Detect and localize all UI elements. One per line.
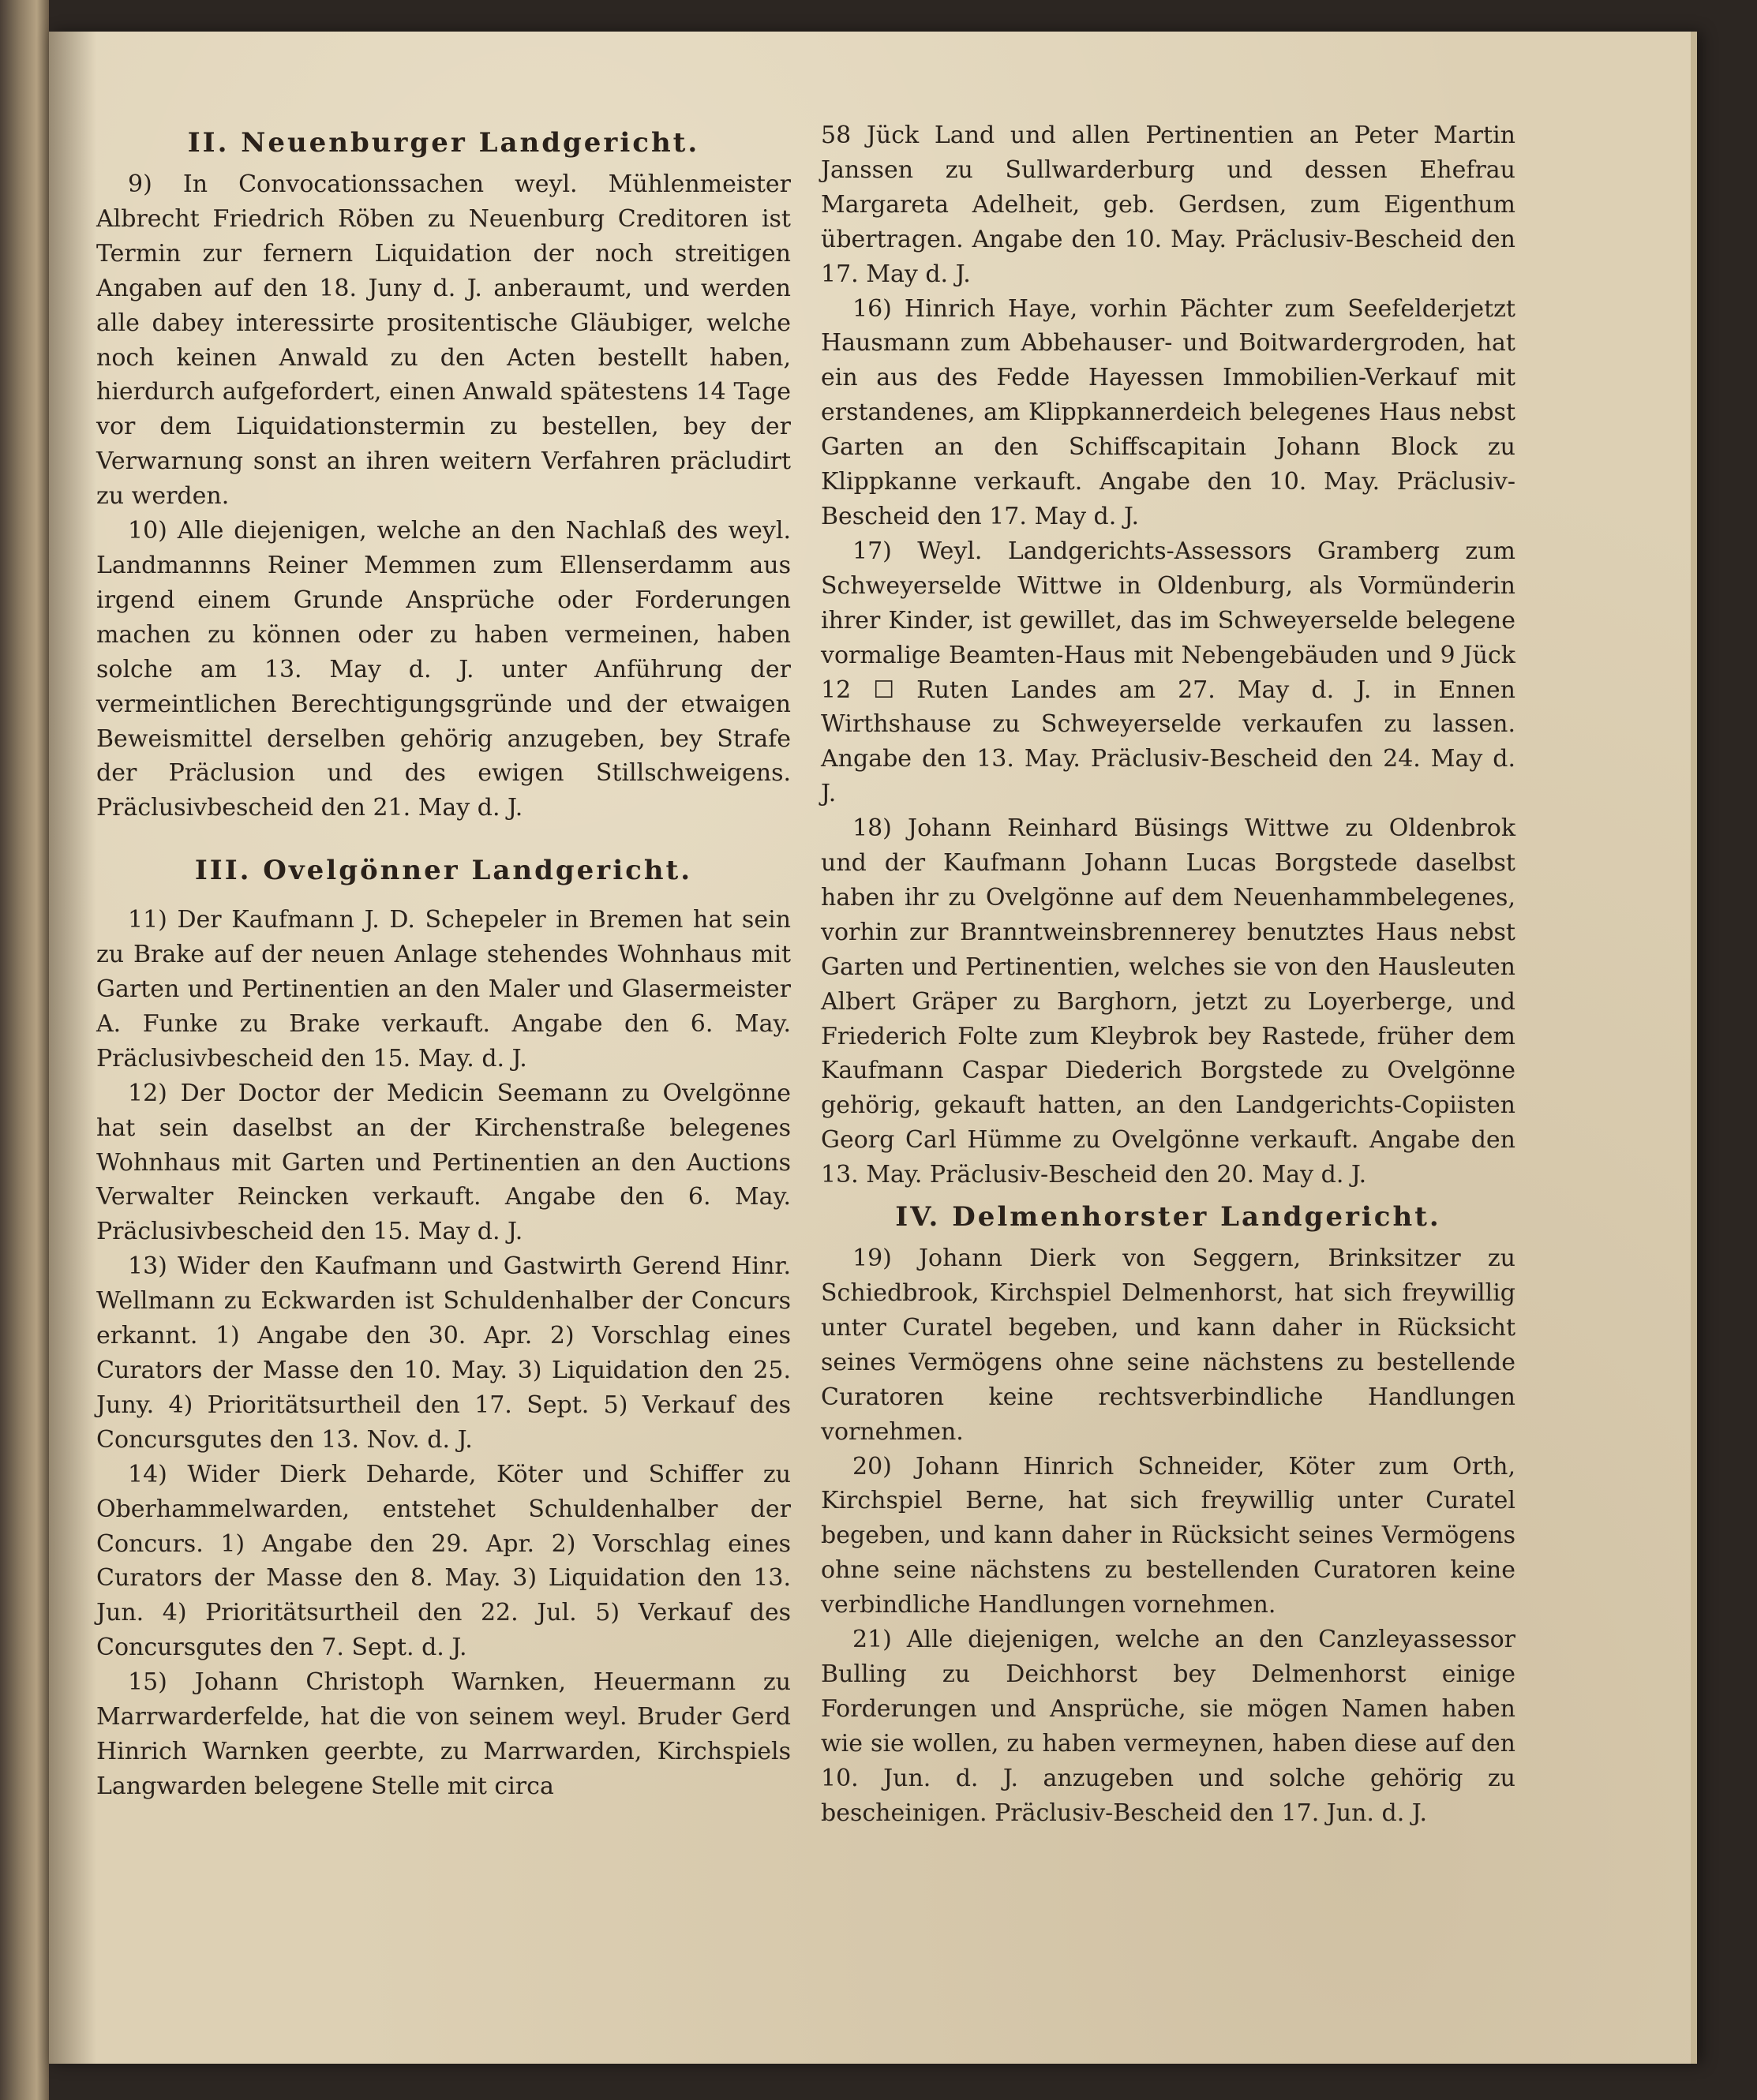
notice-14: 14) Wider Dierk Deharde, Köter und Schiffer zu Oberhammelwarden, entstehet Schuldenhalber der Concurs. 1) Angabe den 29. Apr. 2) Vorschlag eines Curators der Masse den 8. May. 3) Liquidation den 13. Jun. 4) Prioritätsurtheil den 22. Jul. 5) Verkauf des Concursgutes den 7. Sept. d. J. xyxy=(96,1460,791,1662)
notice-9: 9) In Convocationssachen weyl. Mühlenmeister Albrecht Friedrich Röben zu Neuenburg Creditoren ist Termin zur fernern Liquidation der noch streitigen Angaben auf den 18. Juny d. J. anberaumt, und werden alle dabey interessirte prositentische Gläubiger, welche noch keinen Anwald zu den Acten bestellt haben, hierdurch aufgefordert, einen Anwald spätestens 14 Tage vor dem Liquidationstermin zu bestellen, bey der Verwarnung sonst an ihren weitern Verfahren präcludirt zu werden. xyxy=(96,170,791,511)
notice-12: 12) Der Doctor der Medicin Seemann zu Ovelgönne hat sein daselbst an der Kirchenstraße belegenes Wohnhaus mit Garten und Pertinentien an den Auctions Verwalter Reincken verkauft. Angabe den 6. May. Präclusivbescheid den 15. May d. J. xyxy=(96,1079,791,1246)
section-heading-ovelgoenne: III. Ovelgönner Landgericht. xyxy=(194,855,693,887)
notice-15: 15) Johann Christoph Warnken, Heuermann zu Marrwarderfelde, hat die von seinem weyl. Bruder Gerd Hinrich Warnken geerbte, zu Marrwarden, Kirchspiels Langwarden belegene Stelle mit circa xyxy=(96,1668,791,1800)
gutter-shadow xyxy=(49,32,96,2064)
section-heading-delmenhorst: IV. Delmenhorster Landgericht. xyxy=(895,1201,1441,1233)
notice-10: 10) Alle diejenigen, welche an den Nachlaß des weyl. Landmannns Reiner Memmen zum Ellenserdamm aus irgend einem Grunde Ansprüche oder Forderungen machen zu können oder zu haben vermeinen, haben solche am 13. May d. J. unter Anführung der vermeintlichen Berechtigungsgründe und der etwaigen Beweismittel derselben gehörig anzugeben, bey Strafe der Präclusion und des ewigen Stillschweigens. Präclusivbescheid den 21. May d. J. xyxy=(96,517,791,822)
section-heading-neuenburg: II. Neuenburger Landgericht. xyxy=(187,127,700,159)
document-page xyxy=(49,32,1697,2064)
notice-20: 20) Johann Hinrich Schneider, Köter zum Orth, Kirchspiel Berne, hat sich freywillig unter Curatel begeben, und kann daher in Rücksicht seines Vermögens ohne seine nächstens zu bestellenden Curatoren keine verbindliche Handlungen vornehmen. xyxy=(821,1452,1515,1619)
previous-page-edge xyxy=(0,0,49,2100)
notice-19: 19) Johann Dierk von Seggern, Brinksitzer zu Schiedbrook, Kirchspiel Delmenhorst, hat sich freywillig unter Curatel begeben, und kann daher in Rücksicht seines Vermögens ohne seine nächstens zu bestellende Curatoren keine rechtsverbindliche Handlungen vornehmen. xyxy=(821,1245,1515,1446)
right-column xyxy=(821,118,1515,1831)
notice-18: 18) Johann Reinhard Büsings Wittwe zu Oldenbrok und der Kaufmann Johann Lucas Borgstede daselbst haben ihr zu Ovelgönne auf dem Neuenhammbelegenes, vorhin zur Branntweinsbrennerey benutztes Haus nebst Garten und Pertinentien, welches sie von den Hausleuten Albert Gräper zu Barghorn, jetzt zu Loyerberge, und Friederich Folte zum Kleybrok bey Rastede, früher dem Kaufmann Caspar Diederich Borgstede zu Ovelgönne gehörig, gekauft hatten, an den Landgerichts-Copiisten Georg Carl Hümme zu Ovelgönne verkauft. Angabe den 13. May. Präclusiv-Bescheid den 20. May d. J. xyxy=(821,814,1515,1189)
notice-21: 21) Alle diejenigen, welche an den Canzleyassessor Bulling zu Deichhorst bey Delmenhorst einige Forderungen und Ansprüche, sie mögen Namen haben wie sie wollen, zu haben vermeynen, haben diese auf den 10. Jun. d. J. anzugeben und solche gehörig zu bescheinigen. Präclusiv-Bescheid den 17. Jun. d. J. xyxy=(821,1626,1515,1827)
notice-15-continued: 58 Jück Land und allen Pertinentien an Peter Martin Janssen zu Sullwarderburg und dessen Ehefrau Margareta Adelheit, geb. Gerdsen, zum Eigenthum übertragen. Angabe den 10. May. Präclusiv-Bescheid den 17. May d. J. xyxy=(821,122,1515,288)
notice-13: 13) Wider den Kaufmann und Gastwirth Gerend Hinr. Wellmann zu Eckwarden ist Schuldenhalber der Concurs erkannt. 1) Angabe den 30. Apr. 2) Vorschlag eines Curators der Masse den 10. May. 3) Liquidation den 25. Juny. 4) Prioritätsurtheil den 17. Sept. 5) Verkauf des Concursgutes den 13. Nov. d. J. xyxy=(96,1252,791,1454)
left-column xyxy=(96,118,791,1804)
notice-16: 16) Hinrich Haye, vorhin Pächter zum Seefelderjetzt Hausmann zum Abbehauser- und Boitwardergroden, hat ein aus des Fedde Hayessen Immobilien-Verkauf mit erstandenes, am Klippkannerdeich belegenes Haus nebst Garten an den Schiffscapitain Johann Block zu Klippkanne verkauft. Angabe den 10. May. Präclusiv-Bescheid den 17. May d. J. xyxy=(821,294,1515,530)
notice-11: 11) Der Kaufmann J. D. Schepeler in Bremen hat sein zu Brake auf der neuen Anlage stehendes Wohnhaus mit Garten und Pertinentien an den Maler und Glasermeister A. Funke zu Brake verkauft. Angabe den 6. May. Präclusivbescheid den 15. May. d. J. xyxy=(96,906,791,1072)
notice-17: 17) Weyl. Landgerichts-Assessors Gramberg zum Schweyerselde Wittwe in Oldenburg, als Vormünderin ihrer Kinder, ist gewillet, das im Schweyerselde belegene vormalige Beamten-Haus mit Nebengebäuden und 9 Jück 12 ☐ Ruten Landes am 27. May d. J. in Ennen Wirthshause zu Schweyerselde verkaufen zu lassen. Angabe den 13. May. Präclusiv-Bescheid den 24. May d. J. xyxy=(821,537,1515,808)
